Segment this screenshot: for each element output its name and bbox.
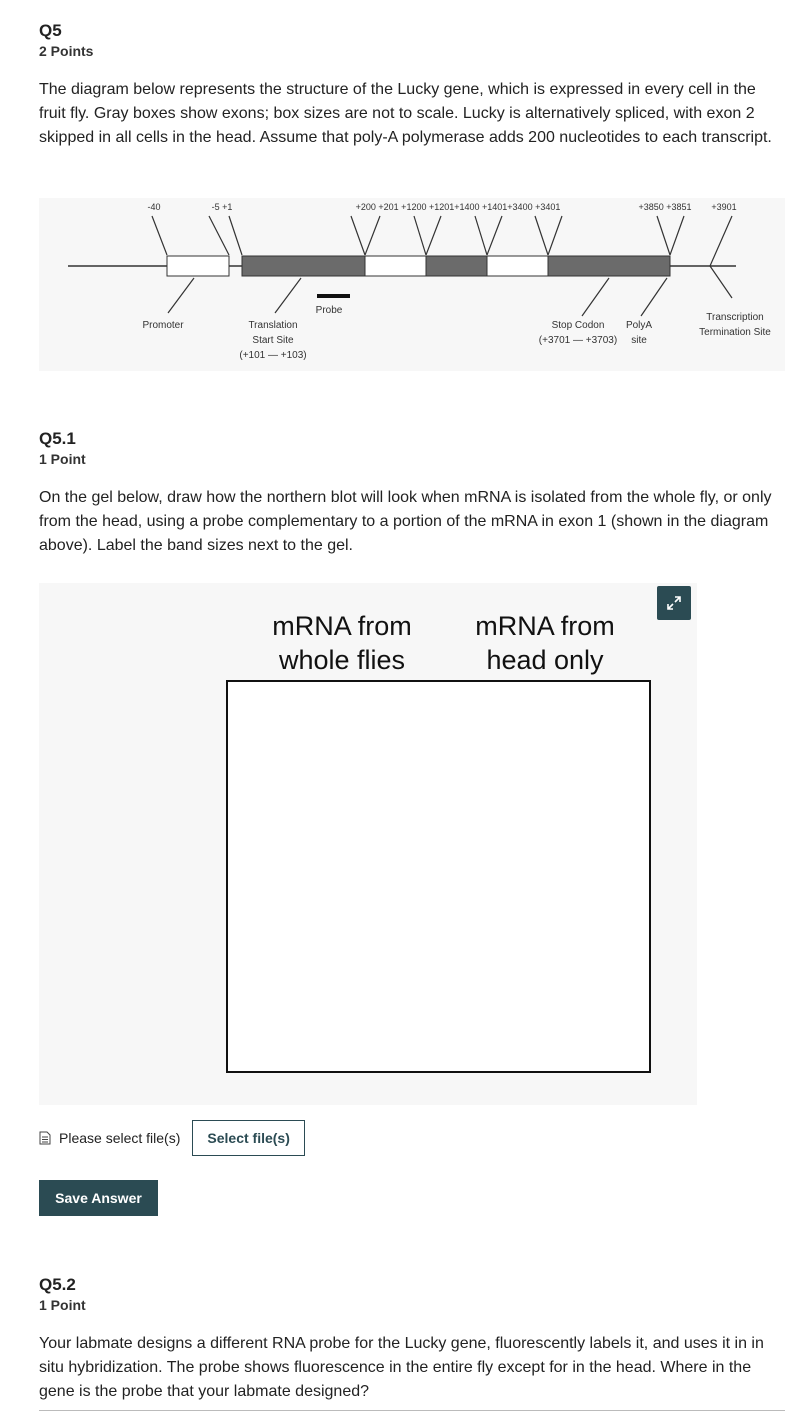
expand-button[interactable]: [657, 586, 691, 620]
save-answer-button[interactable]: Save Answer: [39, 1180, 158, 1216]
label-polya-positions: +3850 +3851: [638, 202, 692, 212]
exon-3-box: [548, 256, 670, 276]
probe-label: Probe: [315, 305, 343, 316]
subquestion-points: 1 Point: [39, 451, 86, 467]
polya-line2: site: [631, 335, 647, 346]
exon-2-box: [426, 256, 487, 276]
promoter-label: Promoter: [142, 320, 184, 331]
translation-start-line1: Translation: [248, 320, 298, 331]
subquestion-2-title: Q5.2: [39, 1275, 76, 1294]
translation-start-line3: (+101 — +103): [239, 350, 307, 361]
label-minus40: -40: [147, 202, 161, 212]
expand-icon: [667, 596, 681, 610]
gene-diagram: [39, 198, 785, 371]
probe-bar: [317, 294, 350, 298]
lane-label-whole-flies: mRNA from whole flies: [272, 611, 412, 675]
subquestion-2-points: 1 Point: [39, 1297, 86, 1313]
subquestion-prompt: On the gel below, draw how the northern blot will look when mRNA is isolated from the whole fly, or only from the head, using a probe complementary to a portion of the mRNA in exon 1 (shown in the diagram above). Label the band sizes next to the gel.: [39, 489, 772, 554]
polya-line1: PolyA: [625, 320, 653, 331]
translation-start-line2: Start Site: [252, 335, 294, 346]
stop-codon-line2: (+3701 — +3703): [538, 335, 618, 346]
intron-1-box: [365, 256, 426, 276]
answer-box-edge: [39, 1410, 785, 1411]
termination-line2: Termination Site: [699, 327, 771, 338]
subquestion-title: Q5.1: [39, 429, 76, 448]
label-plus3901: +3901: [711, 202, 737, 212]
subquestion-2-prompt: Your labmate designs a different RNA probe for the Lucky gene, fluorescently labels it, and uses it in in situ hybridization. The probe shows fluorescence in the entire fly except for in the head. Where in the gene is the probe that your labmate designed?: [39, 1335, 764, 1400]
intron-2-box: [487, 256, 548, 276]
question-points: 2 Points: [39, 43, 94, 59]
termination-line1: Transcription: [706, 312, 764, 323]
question-title: Q5: [39, 21, 62, 40]
drawing-canvas[interactable]: [39, 583, 697, 1105]
question-prompt: The diagram below represents the structure of the Lucky gene, which is expressed in every cell in the fruit fly. Gray boxes show exons; box sizes are not to scale. Lucky is alternatively spliced, with exon 2 skipped in all cells in the head. Assume that poly-A polymerase adds 200 nucleotides to each transcript.: [39, 81, 772, 146]
stop-codon-line1: Stop Codon: [551, 320, 605, 331]
label-exon-positions: +200 +201 +1200 +1201+1400 +1401+3400 +3401: [355, 202, 561, 212]
select-files-button[interactable]: Select file(s): [192, 1120, 304, 1156]
gel-area[interactable]: [226, 680, 651, 1073]
lane-label-head-only: mRNA from head only: [475, 611, 615, 675]
file-upload-label: Please select file(s): [59, 1130, 181, 1146]
file-upload-row: [39, 1120, 305, 1156]
file-icon: [39, 1131, 51, 1145]
promoter-region-box: [167, 256, 229, 276]
exon-1-box: [242, 256, 365, 276]
label-minus5-plus1: -5 +1: [211, 202, 233, 212]
